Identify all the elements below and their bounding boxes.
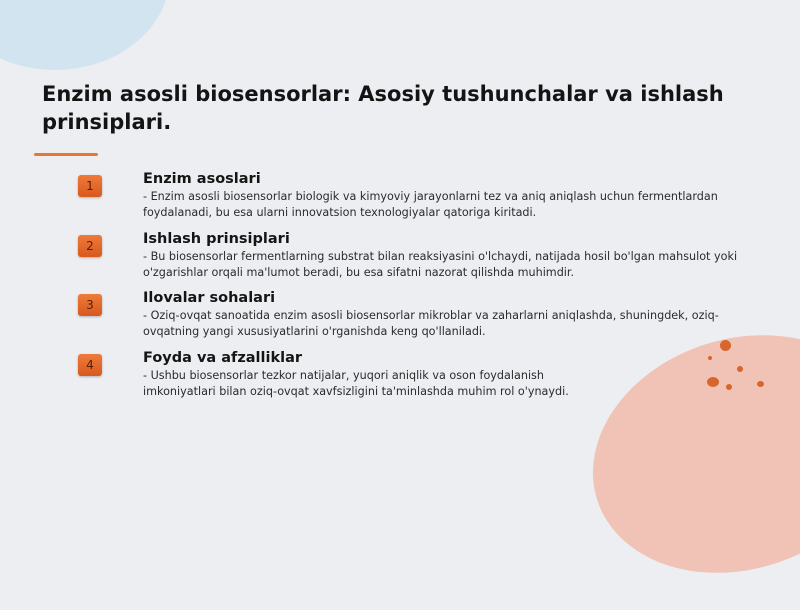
list-item xyxy=(78,350,738,414)
item-number-badge: 2 xyxy=(78,235,102,257)
item-heading: Foyda va afzalliklar xyxy=(143,350,303,366)
item-number-badge: 3 xyxy=(78,294,102,316)
list-item xyxy=(78,231,738,281)
item-description: - Oziq-ovqat sanoatida enzim asosli biosensorlar mikroblar va zaharlarni aniqlashda, shuningdek, oziq-ovqatning yangi xususiyatlarini o'rganishda keng qo'llaniladi. xyxy=(143,309,719,338)
item-heading: Enzim asoslari xyxy=(143,171,261,187)
item-heading: Ilovalar sohalari xyxy=(143,290,276,306)
item-description: - Ushbu biosensorlar tezkor natijalar, yuqori aniqlik va oson foydalanish imkoniyatlari bilan oziq-ovqat xavfsizligini ta'minlashda muhim rol o'ynaydi. xyxy=(143,369,569,398)
slide-title: Enzim asosli biosensorlar: Asosiy tushunchalar va ishlash prinsiplari. xyxy=(42,82,724,134)
list-item xyxy=(78,290,738,340)
decorative-dot xyxy=(757,381,764,387)
item-heading: Ishlash prinsiplari xyxy=(143,231,290,247)
item-description: - Bu biosensorlar fermentlarning substrat bilan reaksiyasini o'lchaydi, natijada hosil bo'lgan mahsulot yoki o'zgarishlar orqali ma'lumot beradi, bu esa sifatni nazorat qilishda muhimdir. xyxy=(143,250,738,279)
list-item xyxy=(78,171,738,221)
decorative-blob-top-left xyxy=(0,0,170,70)
item-number-badge: 1 xyxy=(78,175,102,197)
title-underline xyxy=(34,153,98,156)
item-number-badge: 4 xyxy=(78,354,102,376)
item-description: - Enzim asosli biosensorlar biologik va kimyoviy jarayonlarni tez va aniq aniqlash uchun fermentlardan foydalanadi, bu esa ularni innovatsion texnologiyalar qatoriga kiritadi. xyxy=(143,190,718,219)
decorative-blob-bottom-right xyxy=(562,298,800,609)
